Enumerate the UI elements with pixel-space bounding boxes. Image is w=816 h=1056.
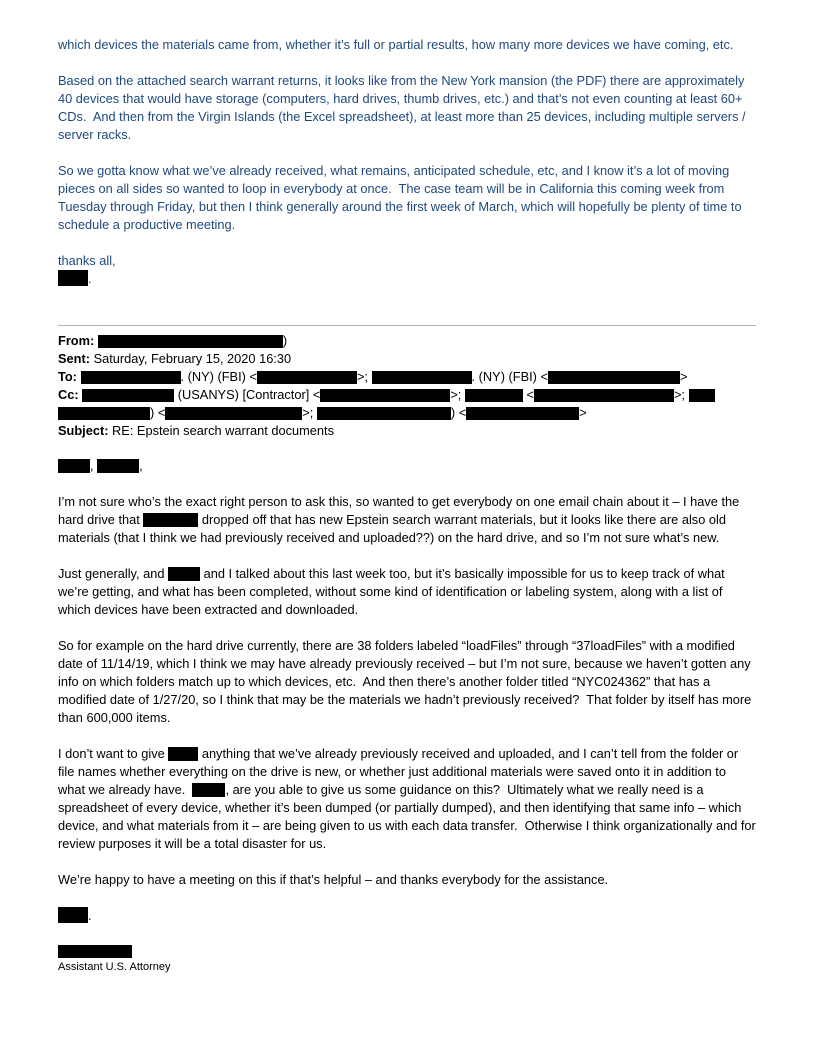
cc-line-1 [58,386,756,404]
redaction-box-from-address [98,335,283,348]
body-paragraph-tracking [58,565,756,619]
reply-paragraph-devices: Based on the attached search warrant returns, it looks like from the New York mansion (the PDF) there are approximately 40 devices that would have storage (computers, hard drives, thumb drives, etc.) and that’s not even counting at least 60+ CDs. And then from the Virgin Islands (the Excel spreadsheet), at least more than 25 devices, including multiple servers / server racks. [58,73,746,142]
redaction-box-name-dropoff [143,513,198,527]
redaction-box-greeting-name-1 [58,459,90,473]
body-paragraph-folders: So for example on the hard drive currently, there are 38 folders labeled “loadFiles” through “37loadFiles” with a modified date of 11/14/19, which I think we may have already previously received – but I’m not sure, because we haven’t gotten any info on which folders match up to which devices, etc. And then there’s another folder titled “NYC024362” that has a modified date of 1/27/20, so I think that may be the materials we hadn’t previously received? That folder by itself has more than 600,000 items. [58,638,752,725]
to-line [58,368,756,386]
cc-segment: < [522,387,534,402]
divider [58,325,756,326]
greeting-separator: , [90,458,94,473]
body-text: anything that we’ve already previously received and uploaded, and I can’t tell from the folder or file names whether everything on the drive is new, or whether just additional materials were saved onto it in addition to what we already have. [58,746,739,797]
body-text: , are you able to give us some guidance on this? Ultimately what we really need is a spreadsheet of every device, whether it’s been dumped (or partially dumped), and then identifying that same info – which device, and what materials from it – are being given to us with each data transfer. Otherwise I think organizationally and for review purposes it will be a total disaster for us. [58,782,756,851]
redaction-box-name-colleague [168,567,200,581]
to-segment: . (NY) (FBI) < [180,369,257,384]
redaction-box-recipient-2-name [372,371,472,384]
reply-closing: thanks all, [58,253,116,268]
sent-value: Saturday, February 15, 2020 16:30 [93,351,292,366]
body-paragraph-meeting: We’re happy to have a meeting on this if that’s helpful – and thanks everybody for the assistance. [58,872,609,887]
redaction-box-signature-name [58,945,132,958]
redaction-box-cc-4-name [317,407,451,420]
sent-line [58,350,756,368]
redaction-box-cc-4-email [466,407,579,420]
reply-signoff [58,270,756,288]
cc-segment: ) < [150,405,166,420]
redaction-box-greeting-name-2 [97,459,139,473]
redaction-box-name-give [168,747,198,761]
cc-segment: >; [673,387,689,402]
redaction-box-recipient-1-email [257,371,357,384]
cc-line-2 [58,404,756,422]
redaction-box-cc-1-name [82,389,174,402]
redaction-box-cc-2-email [534,389,674,402]
reply-paragraph-continuation: which devices the materials came from, whether it’s full or partial results, how many more devices we have coming, etc. [58,37,734,52]
redaction-box-cc-3-name-end [58,407,150,420]
cc-label: Cc: [58,387,79,402]
redaction-box-cc-1-email [320,389,450,402]
body-paragraph-hard-drive [58,493,756,547]
to-segment: > [679,369,688,384]
reply-signoff-period: . [88,271,92,286]
body-signoff-period: . [88,908,92,923]
sent-label: Sent: [58,351,90,366]
cc-segment: >; [302,405,317,420]
redaction-box-recipient-1-name [81,371,181,384]
redaction-box-recipient-2-email [548,371,680,384]
cc-segment: (USANYS) [Contractor] < [174,387,321,402]
redaction-box-cc-3-name-start [689,389,715,402]
to-label: To: [58,369,77,384]
body-text: I’m not sure who’s the exact right person to ask this, so wanted to get everybody on one email chain about it – I have the hard drive that [58,494,740,527]
body-paragraph-spreadsheet [58,745,756,853]
to-segment: . (NY) (FBI) < [471,369,548,384]
cc-segment: ) < [450,405,467,420]
from-suffix: ) [282,333,288,348]
from-label: From: [58,333,95,348]
signature-block [58,945,756,974]
reply-paragraph-schedule: So we gotta know what we’ve already received, what remains, anticipated schedule, etc, and I know it’s a lot of moving pieces on all sides so wanted to loop in everybody at once. The case team will be in California this coming week from Tuesday through Friday, but then I think generally around the first week of March, which will hopefully be plenty of time to schedule a productive meeting. [58,163,742,232]
subject-line [58,422,756,440]
redaction-box-cc-3-email [165,407,302,420]
body-text: I don’t want to give [58,746,169,761]
subject-label: Subject: [58,423,109,438]
body-signoff [58,907,756,925]
to-segment: >; [356,369,372,384]
redaction-box-name-guidance [192,783,225,797]
greeting-line [58,457,756,475]
greeting-separator: , [139,458,143,473]
redaction-box-cc-2-name [465,389,523,402]
signature-title: Assistant U.S. Attorney [58,961,171,973]
cc-segment: > [579,405,587,420]
cc-segment: >; [450,387,465,402]
body-text: dropped off that has new Epstein search warrant materials, but it looks like there are also old materials (that I think we had previously received and uploaded??) on the hard drive, and so I’m not sure what’s new. [58,512,726,545]
redaction-box-signoff-initial [58,907,88,923]
body-text: and I talked about this last week too, but it’s basically impossible for us to keep track of what we’re getting, and what has been completed, without some kind of identification or labeling system, along with a list of which devices have been extracted and downloaded. [58,566,725,617]
redaction-box-sender-initial [58,270,88,286]
body-text: Just generally, and [58,566,169,581]
subject-value: RE: Epstein search warrant documents [112,423,334,438]
from-line [58,332,756,350]
